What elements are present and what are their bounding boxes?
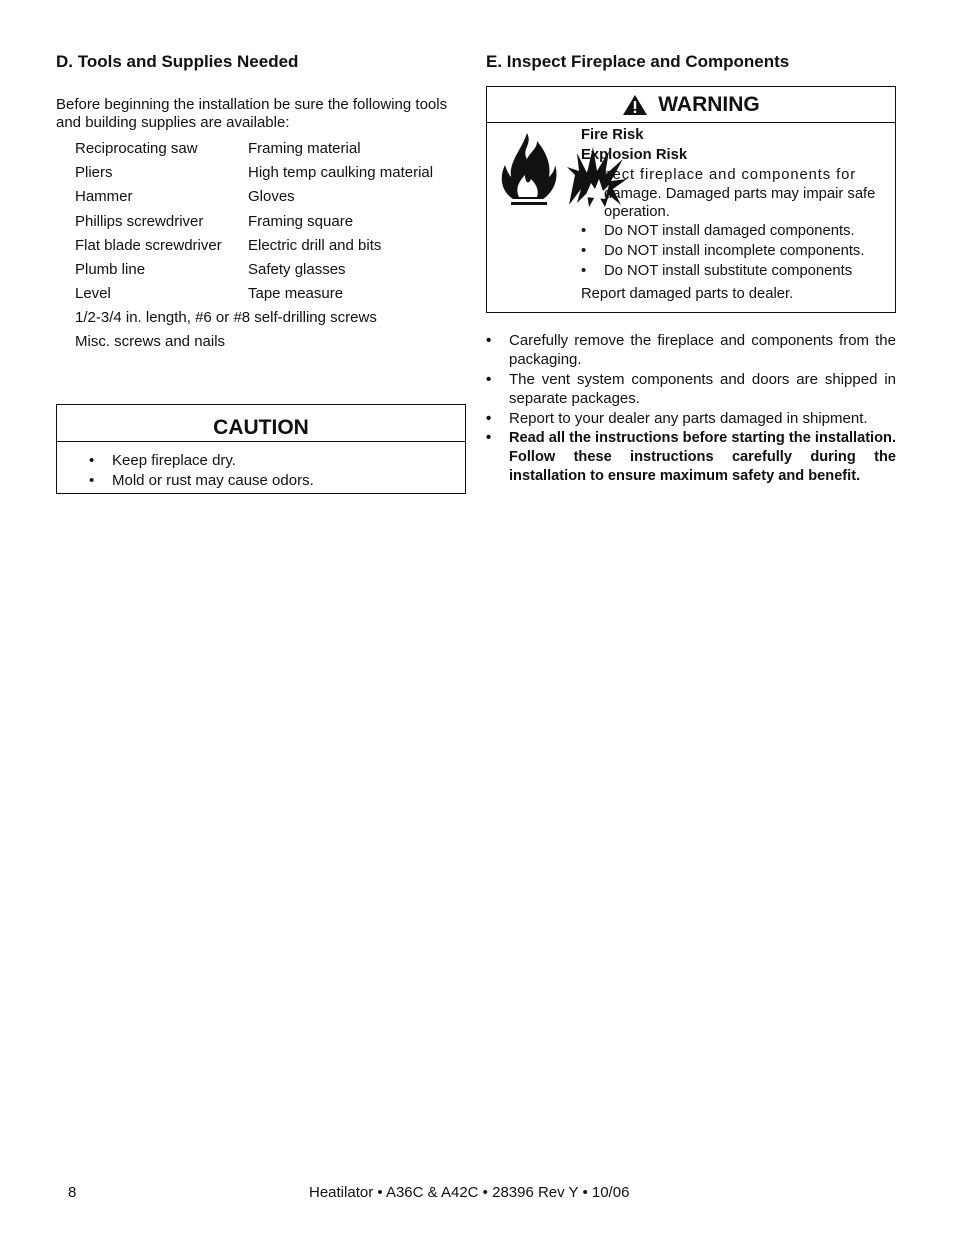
tool-item: Pliers xyxy=(75,163,113,181)
page-number: 8 xyxy=(68,1184,77,1201)
tool-item: Tape measure xyxy=(248,285,344,303)
tool-item: Phillips screwdriver xyxy=(75,212,204,230)
caution-heading: CAUTION xyxy=(57,405,465,442)
inspect-line: Inspect fireplace and components for xyxy=(581,167,857,183)
warning-triangle-icon xyxy=(622,94,648,116)
tools-intro: Before beginning the installation be sure the following tools and building supplies are available: xyxy=(56,96,448,131)
warning-item: • Do NOT install damaged components. xyxy=(581,221,887,241)
fire-risk-label: Fire Risk xyxy=(581,127,644,143)
footer-text: Heatilator • A36C & A42C • 28396 Rev Y • 10/06 xyxy=(309,1184,630,1201)
warning-item: • Do NOT install substitute components xyxy=(581,261,887,281)
tool-item: 1/2-3/4 in. length, #6 or #8 self-drilling screws xyxy=(75,309,377,327)
warning-box xyxy=(486,86,896,313)
report-line: Report damaged parts to dealer. xyxy=(581,286,794,302)
tool-item: Hammer xyxy=(75,188,133,206)
warning-heading: WARNING xyxy=(658,92,760,116)
inspect-line-continued: damage. Damaged parts may impair safe operation. xyxy=(604,186,876,220)
tool-item: Gloves xyxy=(248,188,295,206)
tool-item: Electric drill and bits xyxy=(248,236,382,254)
inspect-item: • Carefully remove the fireplace and components from the packaging. xyxy=(486,331,896,369)
tool-item: Plumb line xyxy=(75,261,146,279)
inspect-item-bold: • Read all the instructions before starting the installation. Follow these instructions carefully during the installation to ensure maximum safety and benefit. xyxy=(486,429,896,486)
tool-item: Reciprocating saw xyxy=(75,139,198,157)
warning-text xyxy=(581,125,887,304)
tool-item: Flat blade screwdriver xyxy=(75,236,222,254)
inspect-section-title: E. Inspect Fireplace and Components xyxy=(486,52,790,71)
caution-item: • Mold or rust may cause odors. xyxy=(89,471,465,491)
tools-section xyxy=(56,52,466,355)
fire-icon xyxy=(497,131,561,209)
caution-item: • Keep fireplace dry. xyxy=(89,451,465,471)
tool-item: Framing square xyxy=(248,212,354,230)
caution-box xyxy=(56,404,466,494)
tools-section-title: D. Tools and Supplies Needed xyxy=(56,52,299,71)
caution-list xyxy=(57,451,465,491)
tool-item: Level xyxy=(75,285,111,303)
tool-item: Framing material xyxy=(248,139,361,157)
tool-item: Safety glasses xyxy=(248,261,346,279)
inspect-item: • The vent system components and doors are shipped in separate packages. xyxy=(486,370,896,408)
tool-item: High temp caulking material xyxy=(248,163,434,181)
inspect-item: • Report to your dealer any parts damaged in shipment. xyxy=(486,409,896,428)
warning-item: • Do NOT install incomplete components. xyxy=(581,241,887,261)
explosion-risk-label: Explosion Risk xyxy=(581,147,688,163)
inspect-list xyxy=(486,331,896,487)
tools-list xyxy=(75,136,466,306)
tool-item: Misc. screws and nails xyxy=(75,333,226,351)
warning-header xyxy=(487,87,895,123)
